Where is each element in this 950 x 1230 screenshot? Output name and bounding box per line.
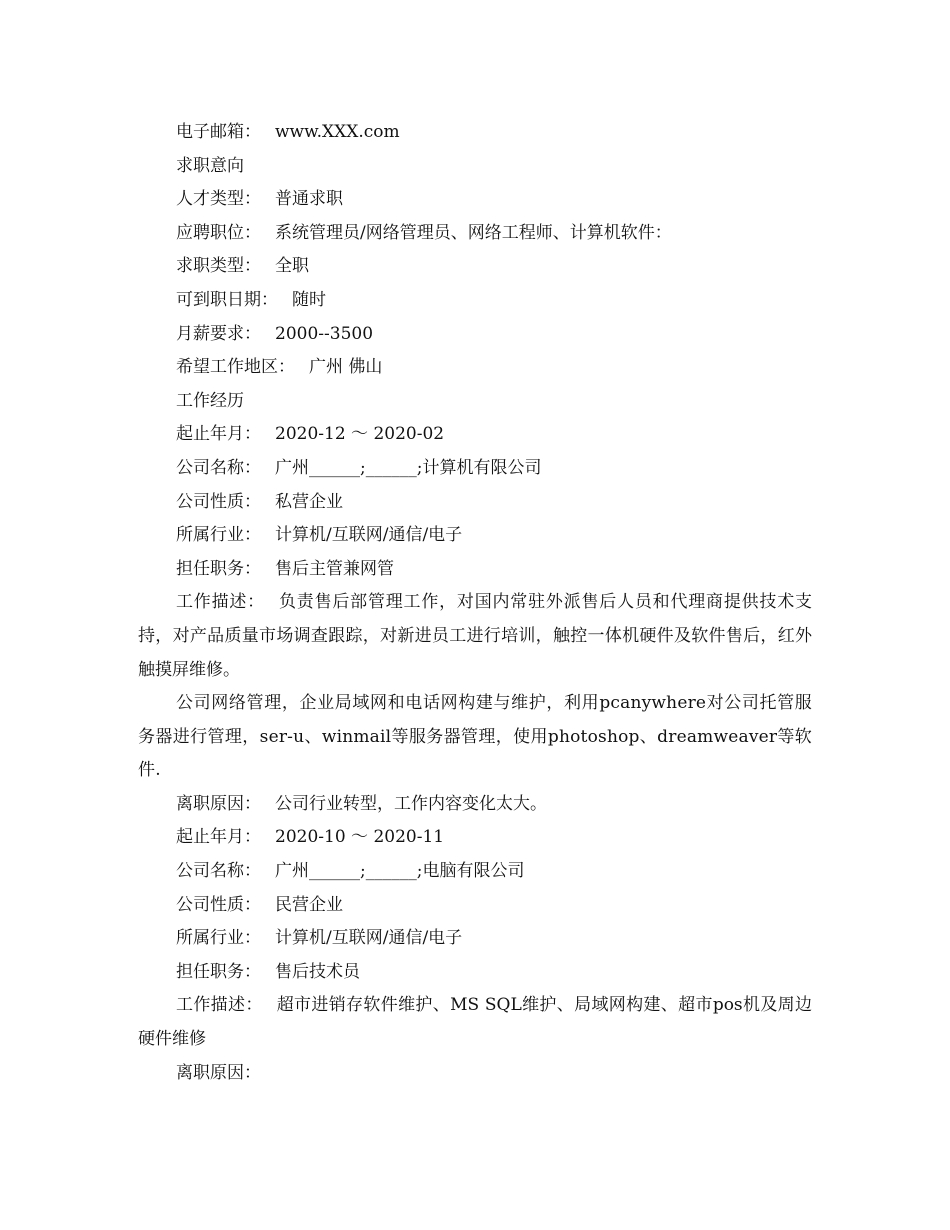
job1-description-row [138, 586, 812, 687]
job1-title-value: 售后主管兼网管 [275, 558, 394, 579]
salary-label: 月薪要求： [176, 323, 261, 344]
job1-industry-row [138, 519, 812, 553]
position-row [138, 217, 812, 251]
location-label: 希望工作地区： [176, 357, 295, 378]
available-date-row [138, 284, 812, 318]
salary-value: 2000--3500 [275, 323, 374, 344]
position-label: 应聘职位： [176, 222, 261, 243]
job1-company-value: 广州______;______;计算机有限公司 [275, 457, 542, 478]
job-type-row [138, 250, 812, 284]
job1-description-extra: 公司网络管理，企业局域网和电话网构建与维护，利用pcanywhere对公司托管服务器进行管理，ser-u、winmail等服务器管理，使用photoshop、dreamweaver等软件. [138, 693, 812, 781]
job1-leave-reason-value: 公司行业转型，工作内容变化太大。 [275, 793, 547, 814]
experience-heading: 工作经历 [176, 390, 244, 411]
job1-period-value: 2020-12 ～ 2020-02 [275, 424, 445, 445]
salary-row [138, 318, 812, 352]
job2-period-label: 起止年月： [176, 827, 261, 848]
job2-nature-value: 民营企业 [275, 894, 343, 915]
job1-company-row [138, 452, 812, 486]
job2-description-value: 超市进销存软件维护、MS SQL维护、局域网构建、超市pos机及周边硬件维修 [138, 995, 813, 1050]
job2-leave-reason-row [138, 1057, 812, 1091]
job1-description-label: 工作描述： [176, 592, 265, 613]
available-date-label: 可到职日期： [176, 289, 278, 310]
talent-type-label: 人才类型： [176, 189, 261, 210]
job1-description-value: 负责售后部管理工作，对国内常驻外派售后人员和代理商提供技术支持，对产品质量市场调查跟踪，对新进员工进行培训，触控一体机硬件及软件售后，红外触摸屏维修。 [138, 592, 813, 680]
intent-heading: 求职意向 [176, 155, 244, 176]
job1-company-label: 公司名称： [176, 457, 261, 478]
job1-nature-row [138, 486, 812, 520]
email-value: www.XXX.com [275, 122, 400, 142]
talent-type-value: 普通求职 [275, 189, 343, 210]
job2-nature-label: 公司性质： [176, 894, 261, 915]
job2-company-value: 广州______;______;电脑有限公司 [275, 861, 525, 882]
job1-title-row [138, 553, 812, 587]
location-row [138, 351, 812, 385]
job2-period-row [138, 821, 812, 855]
job2-company-label: 公司名称： [176, 861, 261, 882]
job1-nature-label: 公司性质： [176, 491, 261, 512]
job1-title-label: 担任职务： [176, 558, 261, 579]
job2-leave-reason-label: 离职原因： [176, 1062, 261, 1083]
job2-description-label: 工作描述： [176, 995, 263, 1016]
job2-industry-label: 所属行业： [176, 928, 261, 949]
job2-title-row [138, 956, 812, 990]
job2-period-value: 2020-10 ～ 2020-11 [275, 827, 445, 848]
job1-period-label: 起止年月： [176, 424, 261, 445]
resume-content [138, 116, 812, 1090]
job1-industry-value: 计算机/互联网/通信/电子 [275, 525, 463, 546]
job1-leave-reason-label: 离职原因： [176, 793, 261, 814]
job-type-value: 全职 [275, 256, 309, 277]
location-value: 广州 佛山 [309, 357, 383, 378]
job2-nature-row [138, 889, 812, 923]
job2-title-label: 担任职务： [176, 961, 261, 982]
email-row [138, 116, 812, 150]
available-date-value: 随时 [292, 289, 326, 310]
talent-type-row [138, 183, 812, 217]
job2-title-value: 售后技术员 [275, 961, 360, 982]
job-type-label: 求职类型： [176, 256, 261, 277]
position-value: 系统管理员/网络管理员、网络工程师、计算机软件： [275, 222, 672, 243]
job1-industry-label: 所属行业： [176, 525, 261, 546]
job1-leave-reason-row [138, 788, 812, 822]
job2-industry-value: 计算机/互联网/通信/电子 [275, 928, 463, 949]
job1-period-row [138, 418, 812, 452]
job2-industry-row [138, 922, 812, 956]
job2-description-row [138, 989, 812, 1056]
job1-nature-value: 私营企业 [275, 491, 343, 512]
email-label: 电子邮箱： [176, 122, 261, 142]
job2-company-row [138, 855, 812, 889]
